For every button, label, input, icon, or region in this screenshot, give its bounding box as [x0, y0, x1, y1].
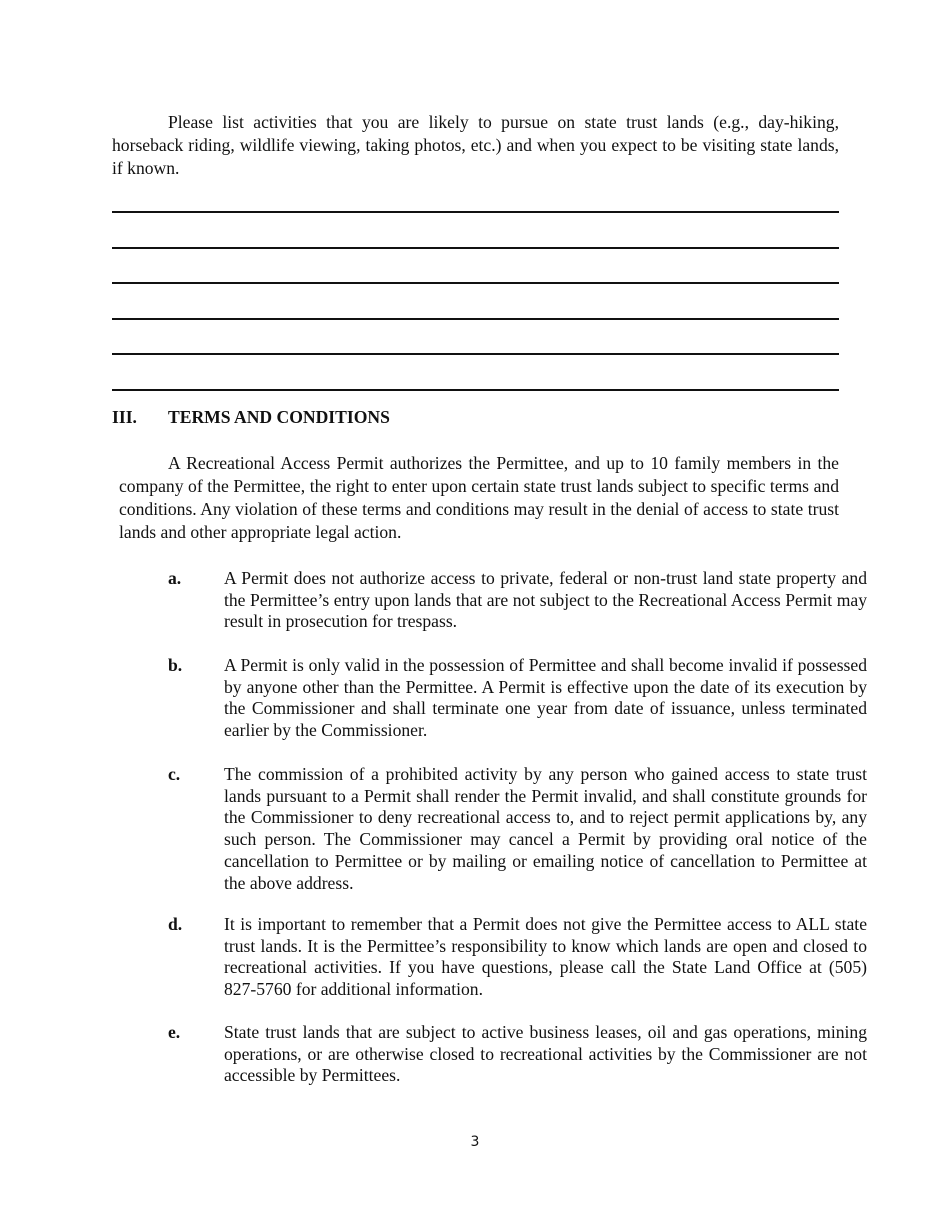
term-letter: e. — [168, 1022, 181, 1042]
term-text: A Permit does not authorize access to private, federal or non-trust land state property and the Permittee’s entry upon lands that are not subject to the Recreational Access Permit may result in prosecution for trespass. — [224, 568, 867, 632]
answer-line[interactable] — [112, 318, 839, 320]
term-text: The commission of a prohibited activity by any person who gained access to state trust lands pursuant to a Permit shall render the Permit invalid, and shall constitute grounds for the Commissioner to deny recreational access to, and to reject permit applications by, any such person. The Commissioner may cancel a Permit by providing oral notice of the cancellation to Permittee or by mailing or emailing notice of cancellation to Permittee at the above address. — [224, 764, 867, 893]
answer-line[interactable] — [112, 353, 839, 355]
activities-answer-lines — [112, 211, 839, 425]
answer-line[interactable] — [112, 282, 839, 284]
activities-instructions: Please list activities that you are likely to pursue on state trust lands (e.g., day-hiking, horseback riding, wildlife viewing, taking photos, etc.) and when you expect to be visiting state lands, if known. — [112, 112, 839, 178]
page-number: 3 — [470, 1134, 480, 1150]
answer-line[interactable] — [112, 389, 839, 391]
term-letter: b. — [168, 655, 183, 675]
answer-line[interactable] — [112, 247, 839, 249]
term-text: State trust lands that are subject to active business leases, oil and gas operations, mining operations, or are otherwise closed to recreational activities by the Commissioner are not accessible by Permittees. — [224, 1022, 867, 1086]
terms-intro-paragraph: A Recreational Access Permit authorizes the Permittee, and up to 10 family members in the company of the Permittee, the right to enter upon certain state trust lands subject to specific terms and conditions. Any violation of these terms and conditions may result in the denial of access to state trust lands and other appropriate legal action. — [119, 453, 839, 542]
section-title: TERMS AND CONDITIONS — [168, 407, 390, 427]
term-letter: c. — [168, 764, 181, 784]
term-letter: a. — [168, 568, 182, 588]
section-heading — [112, 406, 839, 429]
term-text: It is important to remember that a Permit does not give the Permittee access to ALL state trust lands. It is the Permittee’s responsibility to know which lands are open and closed to recreational activities. If you have questions, please call the State Land Office at (505) 827-5760 for additional information. — [224, 914, 867, 1000]
answer-line[interactable] — [112, 211, 839, 213]
term-letter: d. — [168, 914, 183, 934]
term-text: A Permit is only valid in the possession of Permittee and shall become invalid if possessed by anyone other than the Permittee. A Permit is effective upon the date of its execution by the Commissioner and shall terminate one year from date of issuance, unless terminated earlier by the Commissioner. — [224, 655, 867, 741]
section-number: III. — [112, 407, 137, 427]
